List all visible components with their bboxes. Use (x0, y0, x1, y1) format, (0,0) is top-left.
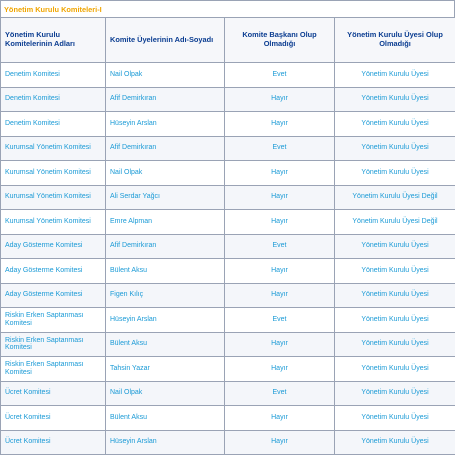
committee-name-cell: Kurumsal Yönetim Komitesi (1, 136, 106, 161)
board-member-status-cell: Yönetim Kurulu Üyesi (335, 87, 455, 112)
member-name-cell: Nail Olpak (106, 381, 225, 406)
member-name-cell: Hüseyin Arslan (106, 308, 225, 333)
board-member-status-cell: Yönetim Kurulu Üyesi Değil (335, 210, 455, 235)
column-header-is-chair: Komite Başkanı Olup Olmadığı (225, 18, 335, 63)
is-chair-cell: Hayır (225, 357, 335, 382)
member-name-cell: Bülent Aksu (106, 259, 225, 284)
member-name-cell: Hüseyin Arslan (106, 430, 225, 455)
is-chair-cell: Hayır (225, 185, 335, 210)
column-header-is-board-member: Yönetim Kurulu Üyesi Olup Olmadığı (335, 18, 455, 63)
board-member-status-cell: Yönetim Kurulu Üyesi (335, 381, 455, 406)
table-row (1, 210, 455, 235)
is-chair-cell: Hayır (225, 112, 335, 137)
committee-name-cell: Denetim Komitesi (1, 112, 106, 137)
board-member-status-cell: Yönetim Kurulu Üyesi (335, 259, 455, 284)
member-name-cell: Tahsin Yazar (106, 357, 225, 382)
board-member-status-cell: Yönetim Kurulu Üyesi (335, 357, 455, 382)
board-member-status-cell: Yönetim Kurulu Üyesi (335, 332, 455, 357)
member-name-cell: Emre Alpman (106, 210, 225, 235)
table-row (1, 112, 455, 137)
board-member-status-cell: Yönetim Kurulu Üyesi (335, 283, 455, 308)
committee-name-cell: Kurumsal Yönetim Komitesi (1, 161, 106, 186)
committee-name-cell: Denetim Komitesi (1, 63, 106, 88)
board-member-status-cell: Yönetim Kurulu Üyesi Değil (335, 185, 455, 210)
committee-name-cell: Kurumsal Yönetim Komitesi (1, 210, 106, 235)
board-member-status-cell: Yönetim Kurulu Üyesi (335, 112, 455, 137)
is-chair-cell: Hayır (225, 283, 335, 308)
is-chair-cell: Hayır (225, 332, 335, 357)
is-chair-cell: Evet (225, 136, 335, 161)
table-row (1, 136, 455, 161)
member-name-cell: Afif Demirkıran (106, 234, 225, 259)
table-row (1, 308, 455, 333)
member-name-cell: Nail Olpak (106, 161, 225, 186)
table-row (1, 381, 455, 406)
table-row (1, 87, 455, 112)
column-header-committee-name: Yönetim Kurulu Komitelerinin Adları (1, 18, 106, 63)
committee-name-cell: Aday Gösterme Komitesi (1, 259, 106, 284)
is-chair-cell: Hayır (225, 210, 335, 235)
committee-name-cell: Ücret Komitesi (1, 381, 106, 406)
table-row (1, 234, 455, 259)
is-chair-cell: Hayır (225, 161, 335, 186)
table-row (1, 259, 455, 284)
committees-table (0, 17, 455, 455)
is-chair-cell: Hayır (225, 406, 335, 431)
member-name-cell: Ali Serdar Yağcı (106, 185, 225, 210)
board-member-status-cell: Yönetim Kurulu Üyesi (335, 406, 455, 431)
committee-name-cell: Riskin Erken Saptanması Komitesi (1, 357, 106, 382)
table-row (1, 406, 455, 431)
table-body (1, 63, 455, 455)
committee-name-cell: Ücret Komitesi (1, 406, 106, 431)
committee-name-cell: Aday Gösterme Komitesi (1, 234, 106, 259)
board-member-status-cell: Yönetim Kurulu Üyesi (335, 308, 455, 333)
committee-name-cell: Denetim Komitesi (1, 87, 106, 112)
member-name-cell: Figen Kılıç (106, 283, 225, 308)
header-row (1, 18, 455, 63)
member-name-cell: Afif Demirkıran (106, 136, 225, 161)
table-title: Yönetim Kurulu Komiteleri-I (0, 0, 455, 17)
member-name-cell: Bülent Aksu (106, 332, 225, 357)
board-member-status-cell: Yönetim Kurulu Üyesi (335, 63, 455, 88)
is-chair-cell: Evet (225, 381, 335, 406)
member-name-cell: Bülent Aksu (106, 406, 225, 431)
column-header-member-name: Komite Üyelerinin Adı-Soyadı (106, 18, 225, 63)
committee-name-cell: Kurumsal Yönetim Komitesi (1, 185, 106, 210)
committee-name-cell: Ücret Komitesi (1, 430, 106, 455)
member-name-cell: Nail Olpak (106, 63, 225, 88)
member-name-cell: Afif Demirkıran (106, 87, 225, 112)
member-name-cell: Hüseyin Arslan (106, 112, 225, 137)
is-chair-cell: Evet (225, 234, 335, 259)
board-member-status-cell: Yönetim Kurulu Üyesi (335, 136, 455, 161)
committee-name-cell: Aday Gösterme Komitesi (1, 283, 106, 308)
board-member-status-cell: Yönetim Kurulu Üyesi (335, 234, 455, 259)
is-chair-cell: Hayır (225, 87, 335, 112)
table-row (1, 185, 455, 210)
table-row (1, 357, 455, 382)
table-row (1, 161, 455, 186)
is-chair-cell: Evet (225, 63, 335, 88)
is-chair-cell: Evet (225, 308, 335, 333)
committee-name-cell: Riskin Erken Saptanması Komitesi (1, 332, 106, 357)
committee-name-cell: Riskin Erken Saptanması Komitesi (1, 308, 106, 333)
is-chair-cell: Hayır (225, 259, 335, 284)
table-row (1, 63, 455, 88)
table-row (1, 283, 455, 308)
board-member-status-cell: Yönetim Kurulu Üyesi (335, 161, 455, 186)
table-row (1, 332, 455, 357)
is-chair-cell: Hayır (225, 430, 335, 455)
board-member-status-cell: Yönetim Kurulu Üyesi (335, 430, 455, 455)
